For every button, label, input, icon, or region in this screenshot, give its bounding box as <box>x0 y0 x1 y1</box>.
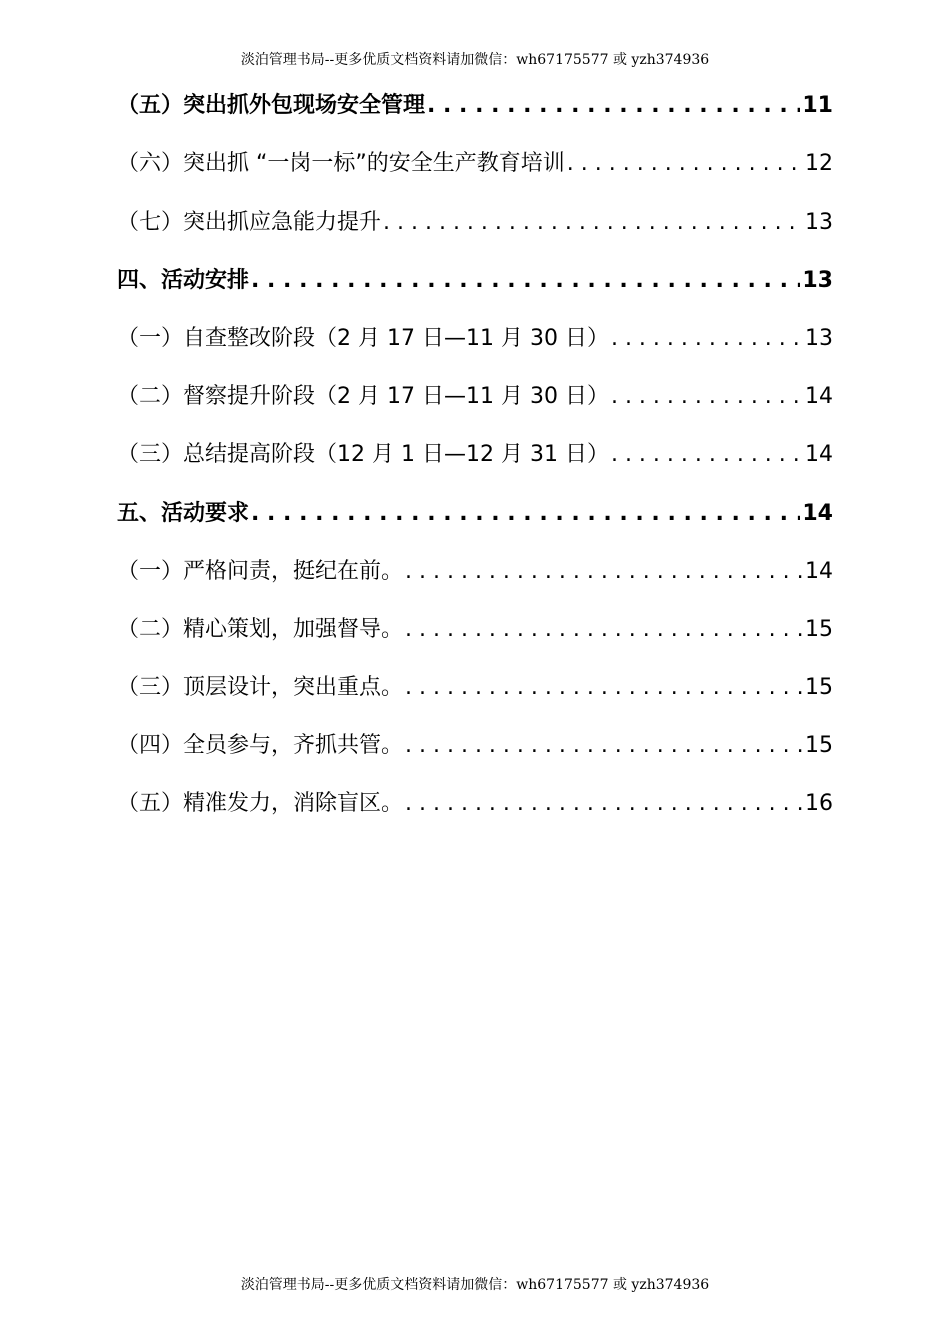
toc-dot-leader <box>567 149 803 179</box>
toc-entry[interactable] <box>117 537 833 595</box>
toc-dot-leader <box>251 499 800 529</box>
toc-entry-title[interactable]: （三）总结提高阶段（12 月 1 日—12 月 31 日） <box>117 442 609 468</box>
toc-entry[interactable] <box>117 246 833 304</box>
toc-entry-title[interactable]: （五）突出抓外包现场安全管理 <box>117 93 426 119</box>
toc-entry-title[interactable]: （二）精心策划，加强督导。 <box>117 616 404 642</box>
toc-entry-title[interactable]: （五）精准发力，消除盲区。 <box>117 791 404 817</box>
toc-entry[interactable] <box>117 711 833 769</box>
toc-dot-leader <box>383 208 803 238</box>
toc-entry[interactable] <box>117 653 833 711</box>
toc-dot-leader <box>611 440 803 470</box>
toc-entry-page: 14 <box>802 500 833 526</box>
toc-dot-leader <box>405 557 803 587</box>
toc-dot-leader <box>405 673 803 703</box>
toc-entry-page: 14 <box>805 384 833 410</box>
toc-entry-page: 13 <box>802 267 833 293</box>
toc-entry-title[interactable]: （三）顶层设计，突出重点。 <box>117 675 404 701</box>
toc-entry-page: 13 <box>805 209 833 235</box>
toc-entry-title[interactable]: （一）自查整改阶段（2 月 17 日—11 月 30 日） <box>117 325 609 351</box>
toc-entry-page: 16 <box>805 791 833 817</box>
toc-entry-title[interactable]: （四）全员参与，齐抓共管。 <box>117 733 404 759</box>
toc-entry-page: 12 <box>805 151 833 177</box>
toc-entry-page: 14 <box>805 442 833 468</box>
toc-dot-leader <box>611 324 803 354</box>
toc-dot-leader <box>405 789 803 819</box>
toc-entry-title[interactable]: （六）突出抓 “一岗一标”的安全生产教育培训 <box>117 151 565 177</box>
toc-entry-page: 14 <box>805 558 833 584</box>
toc-entry[interactable] <box>117 187 833 245</box>
toc-entry-title[interactable]: 四、活动安排 <box>117 267 250 293</box>
toc-dot-leader <box>405 731 803 761</box>
toc-entry-page: 15 <box>805 675 833 701</box>
toc-entry-page: 13 <box>805 325 833 351</box>
toc-entry[interactable] <box>117 129 833 187</box>
toc-entry[interactable] <box>117 420 833 478</box>
toc-entry[interactable] <box>117 595 833 653</box>
toc-entry[interactable] <box>117 362 833 420</box>
toc-dot-leader <box>251 266 800 296</box>
toc-entry-page: 15 <box>805 733 833 759</box>
toc-entry[interactable] <box>117 304 833 362</box>
toc-entry[interactable] <box>117 769 833 827</box>
page-header: 淡泊管理书局--更多优质文档资料请加微信：wh67175577 或 yzh374936 <box>240 52 710 68</box>
toc-dot-leader <box>611 382 803 412</box>
toc-dot-leader <box>405 615 803 645</box>
toc-dot-leader <box>427 91 800 121</box>
toc-entry-title[interactable]: （七）突出抓应急能力提升 <box>117 209 382 235</box>
toc-entry[interactable] <box>117 478 833 536</box>
table-of-contents <box>117 71 833 827</box>
toc-entry-title[interactable]: （二）督察提升阶段（2 月 17 日—11 月 30 日） <box>117 384 609 410</box>
toc-entry-page: 11 <box>802 93 833 119</box>
toc-entry-page: 15 <box>805 616 833 642</box>
toc-entry[interactable] <box>117 71 833 129</box>
toc-entry-title[interactable]: 五、活动要求 <box>117 500 250 526</box>
toc-entry-title[interactable]: （一）严格问责，挺纪在前。 <box>117 558 404 584</box>
page-footer: 淡泊管理书局--更多优质文档资料请加微信：wh67175577 或 yzh374936 <box>240 1277 710 1293</box>
